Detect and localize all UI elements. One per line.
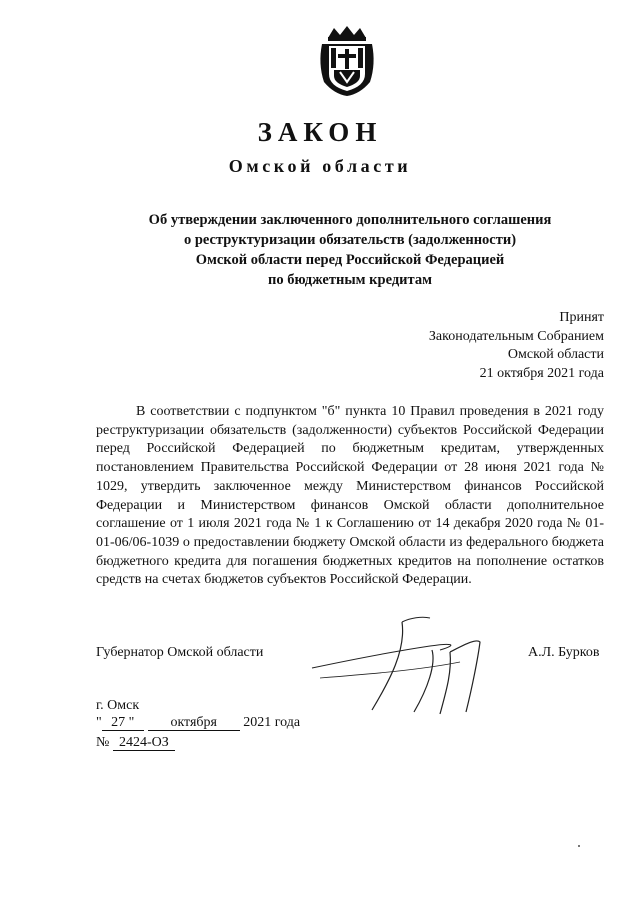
adoption-block xyxy=(429,309,604,383)
subject-line: по бюджетным кредитам xyxy=(268,272,432,288)
document-subtitle: Омской области xyxy=(228,156,412,176)
date-quote: " xyxy=(96,715,102,730)
signature-image xyxy=(310,600,520,720)
scan-speck xyxy=(578,845,580,847)
adoption-line: Омской области xyxy=(507,347,604,362)
law-body: В соответствии с подпунктом "б" пункта 10 Правил проведения в 2021 году реструктуризации обязательств (задолженности) субъектов Российской Федерации перед Российской Федерацией по бюджетным кредитам, утвержденных постановлением Правительства Российской Федерации от 28 июня 2021 года № 1029, утвердить заключенное между Министерством финансов Российской Федерации и Министерством финансов Омской области дополнительное соглашение от 1 июля 2021 года № 1 к Соглашению от 14 декабря 2020 года № 01-01-06/06-1039 о предоставлении бюджету Омской области из федерального бюджета бюджетного кредита для погашения бюджетных кредитов на пополнение остатков средств на счетах бюджетов субъектов Российской Федерации. xyxy=(96,404,604,588)
date-day: 27 " xyxy=(102,715,144,731)
document-title: ЗАКОН xyxy=(257,117,383,147)
number-value: 2424-ОЗ xyxy=(113,735,175,751)
signing-date xyxy=(96,715,300,731)
date-year: 2021 года xyxy=(243,715,301,730)
subject-line: Омской области перед Российской Федерацией xyxy=(195,252,505,268)
law-number xyxy=(96,735,175,751)
omsk-coat-of-arms-icon xyxy=(314,24,380,98)
number-prefix: № xyxy=(96,735,110,750)
subject-line: о реструктуризации обязательств (задолженности) xyxy=(183,232,517,248)
governor-title: Губернатор Омской области xyxy=(96,645,264,660)
document-subject xyxy=(100,210,600,290)
governor-name: А.Л. Бурков xyxy=(528,645,600,660)
adoption-line: Законодательным Собранием xyxy=(428,328,604,344)
adoption-date: 21 октября 2021 года xyxy=(479,365,604,381)
date-month: октября xyxy=(148,715,240,731)
subject-line: Об утверждении заключенного дополнительного соглашения xyxy=(148,212,552,228)
adoption-line: Принят xyxy=(559,310,604,325)
place-of-signing: г. Омск xyxy=(96,698,140,713)
